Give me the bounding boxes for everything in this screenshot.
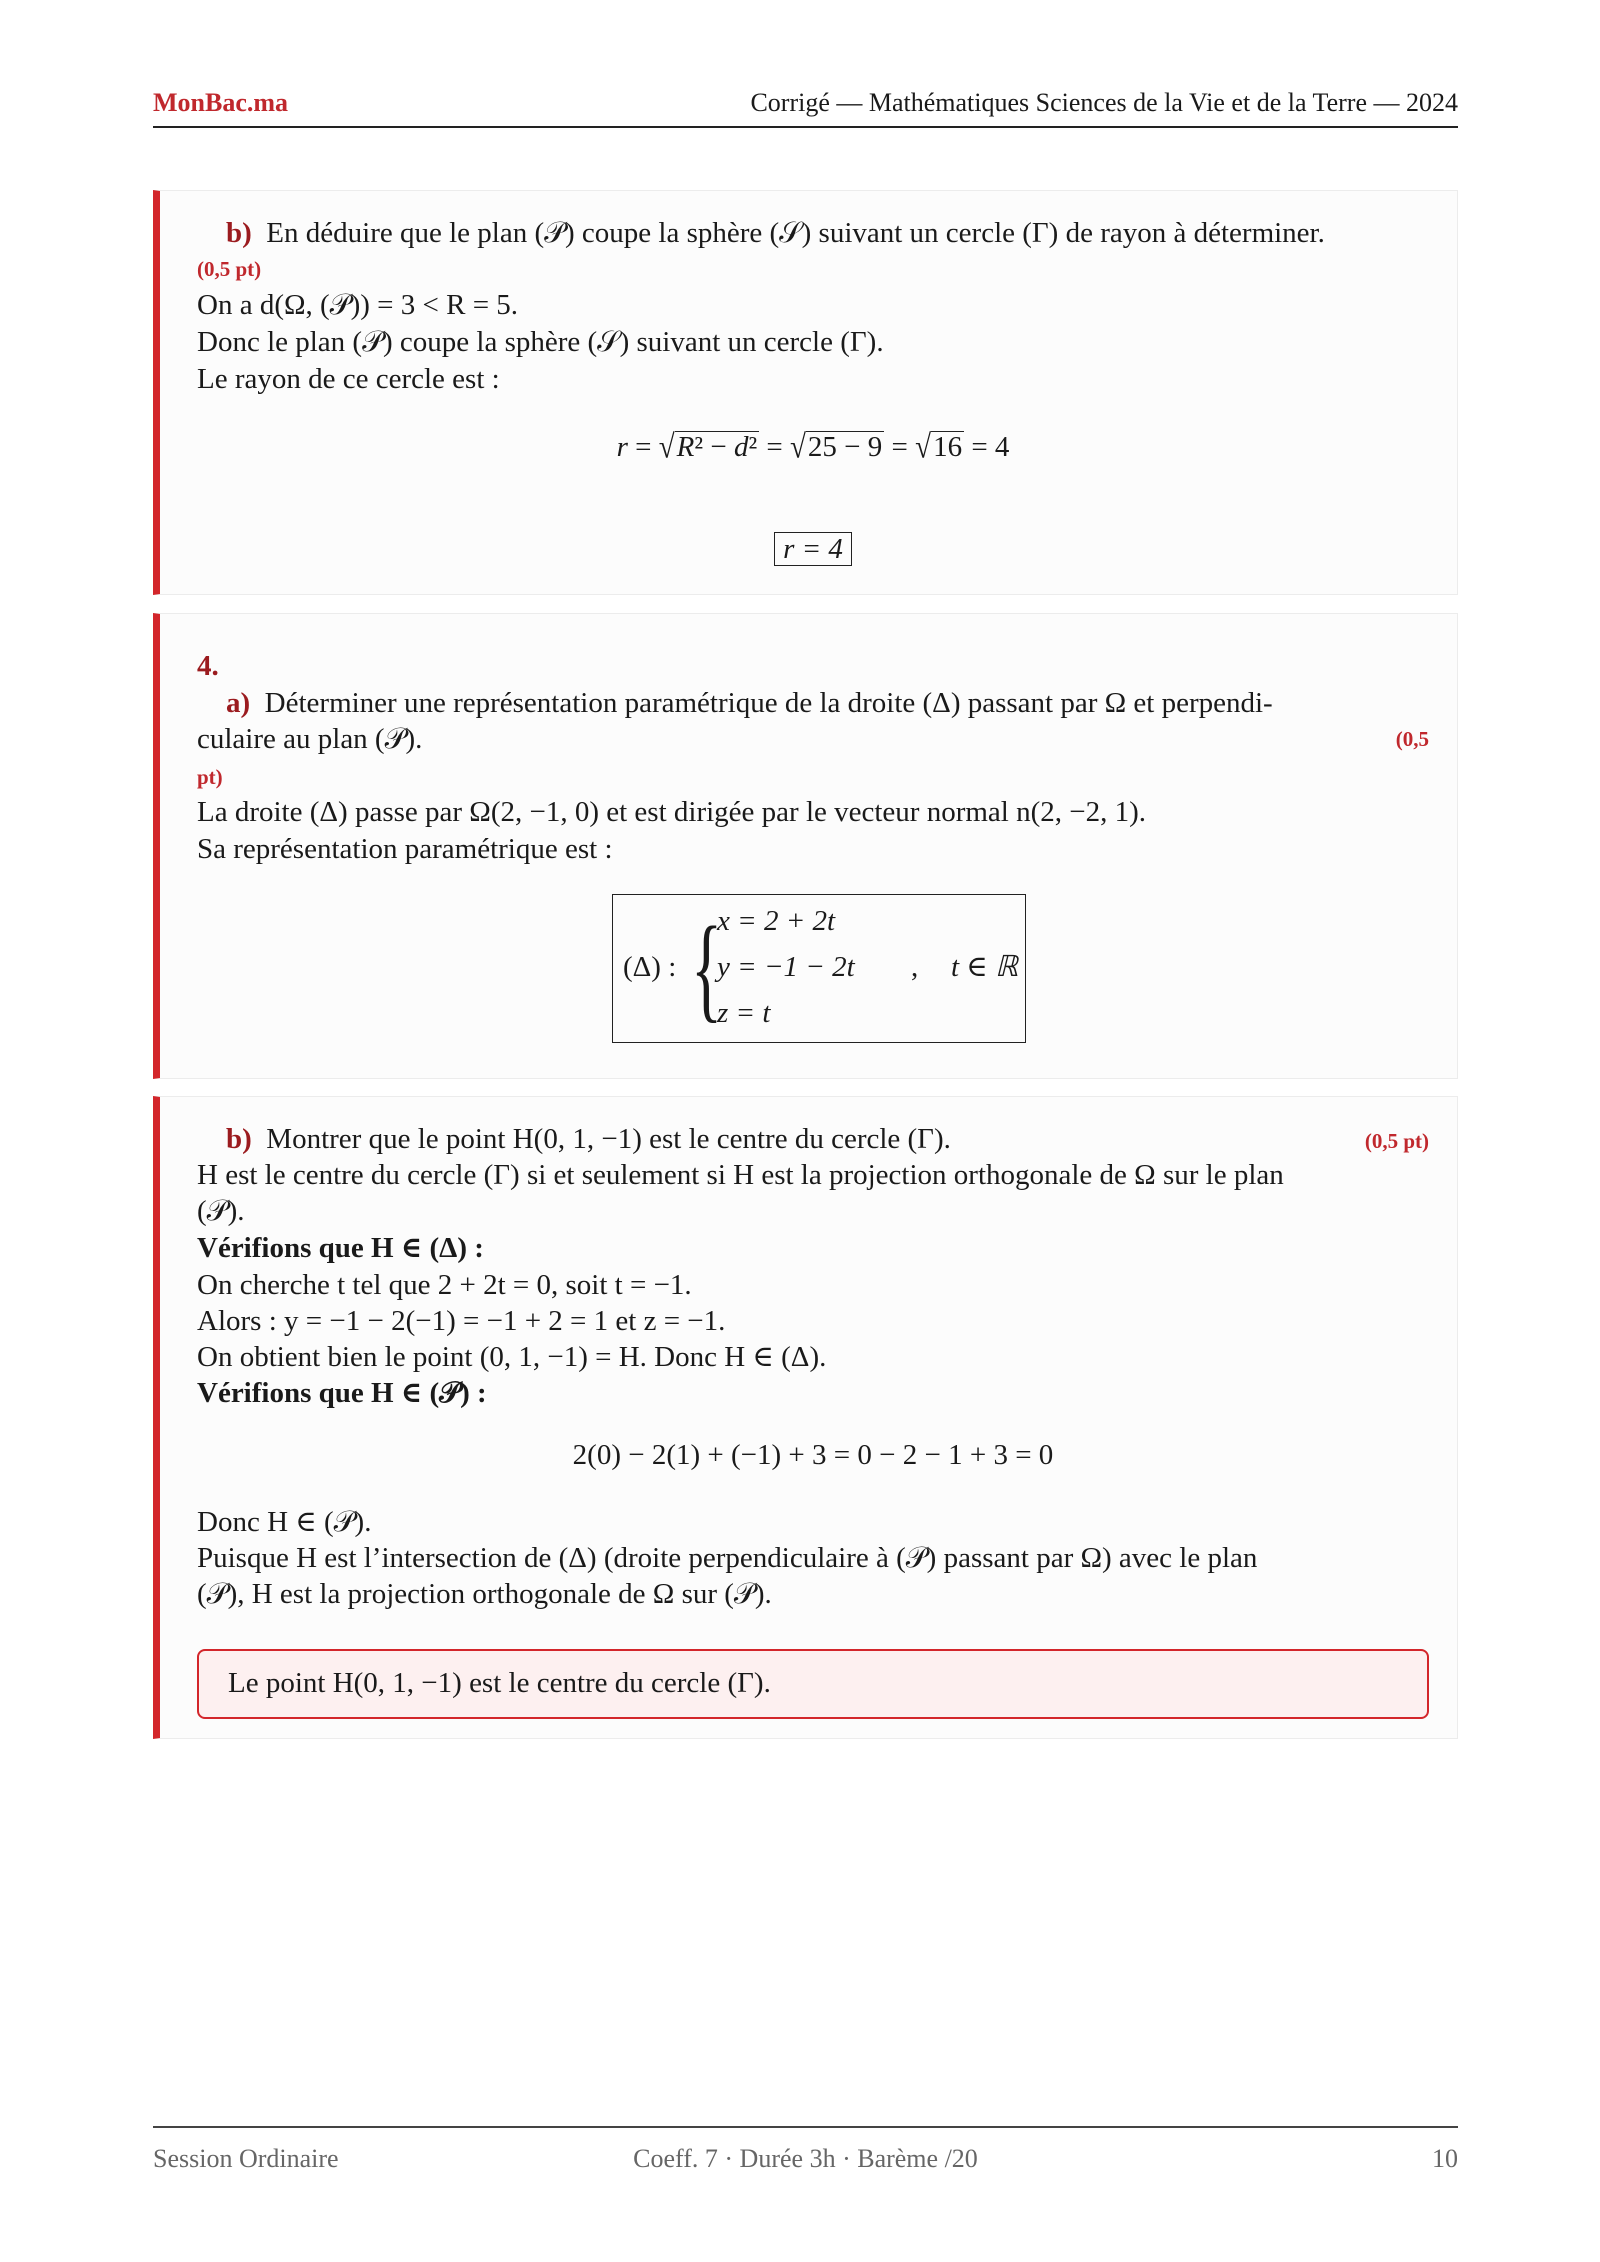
text-line: (𝒫), H est la projection orthogonale de Ω sur (𝒫). xyxy=(197,1578,772,1610)
answer-panel-4b xyxy=(153,1096,1458,1739)
conclusion-text: Le point H(0, 1, −1) est le centre du cercle (Γ). xyxy=(228,1667,771,1699)
answer-panel-4a xyxy=(153,613,1458,1079)
question-label: b) xyxy=(226,1123,252,1155)
question-label: a) xyxy=(226,687,251,719)
header-title: Corrigé — Mathématiques Sciences de la Vie et de la Terre — 2024 xyxy=(750,88,1458,117)
question-text: Déterminer une représentation paramétrique de la droite (Δ) passant par Ω et perpendi- xyxy=(264,687,1273,719)
text-line: On obtient bien le point (0, 1, −1) = H. Donc H ∈ (Δ). xyxy=(197,1341,827,1373)
curly-brace: { xyxy=(691,902,723,1033)
equation-y: y = −1 − 2t xyxy=(717,951,855,983)
text-line: Donc le plan (𝒫) coupe la sphère (𝒮) suivant un cercle (Γ). xyxy=(197,326,884,358)
verification-equation: 2(0) − 2(1) + (−1) + 3 = 0 − 2 − 1 + 3 = 0 xyxy=(572,1439,1054,1471)
system-lhs: (Δ) : xyxy=(623,951,677,983)
points-badge: (0,5 xyxy=(1395,727,1429,751)
conclusion-box xyxy=(197,1649,1429,1719)
question-text: Montrer que le point H(0, 1, −1) est le centre du cercle (Γ). xyxy=(266,1123,951,1155)
footer-info: Coeff. 7 · Durée 3h · Barème /20 xyxy=(633,2144,978,2173)
question-line xyxy=(197,685,1429,722)
points-badge: (0,5 pt) xyxy=(197,257,262,281)
section-number: 4. xyxy=(197,650,219,682)
subheading: Vérifions que H ∈ (Δ) : xyxy=(197,1232,484,1264)
text-line: On a d(Ω, (𝒫)) = 3 < R = 5. xyxy=(197,289,519,321)
page-number: 10 xyxy=(1432,2144,1458,2173)
comma: , xyxy=(911,951,919,983)
question-line-2: culaire au plan (𝒫). (0,5 xyxy=(197,721,1429,758)
text-line: Puisque H est l’intersection de (Δ) (droite perpendiculaire à (𝒫) passant par Ω) avec le plan xyxy=(197,1542,1258,1574)
boxed-result: r = 4 xyxy=(197,531,1429,568)
text-line: Le rayon de ce cercle est : xyxy=(197,363,500,395)
text-line: (𝒫). xyxy=(197,1195,245,1227)
question-text: En déduire que le plan (𝒫) coupe la sphère (𝒮) suivant un cercle (Γ) de rayon à déterminer. xyxy=(266,217,1325,249)
text-line: Alors : y = −1 − 2(−1) = −1 + 2 = 1 et z = −1. xyxy=(197,1305,726,1337)
text-line: Donc H ∈ (𝒫). xyxy=(197,1506,372,1538)
text-line: La droite (Δ) passe par Ω(2, −1, 0) et est dirigée par le vecteur normal n(2, −2, 1). xyxy=(197,796,1147,828)
question-label: b) xyxy=(226,217,252,249)
text-line: H est le centre du cercle (Γ) si et seulement si H est la projection orthogonale de Ω sur le plan xyxy=(197,1159,1284,1191)
text-line: On cherche t tel que 2 + 2t = 0, soit t = −1. xyxy=(197,1269,692,1301)
points-badge-wrap: pt) xyxy=(197,765,223,789)
radius-formula: r = √R² − d² = √25 − 9 = √16 = 4 xyxy=(616,428,1010,466)
subheading: Vérifions que H ∈ (𝒫) : xyxy=(197,1377,487,1409)
page-header xyxy=(153,88,1458,128)
equation-x: x = 2 + 2t xyxy=(717,905,836,937)
footer-session: Session Ordinaire xyxy=(153,2144,339,2173)
text-line: Sa représentation paramétrique est : xyxy=(197,833,613,865)
brand-logo-text: MonBac.ma xyxy=(153,88,289,117)
points-badge: (0,5 pt) xyxy=(1364,1129,1429,1153)
page-footer xyxy=(153,2126,1458,2178)
question-line xyxy=(197,215,1429,252)
question-line xyxy=(197,1121,1429,1158)
answer-panel-3b xyxy=(153,190,1458,595)
equation-z: z = t xyxy=(717,997,771,1029)
parametric-system-box xyxy=(612,894,1026,1043)
parameter-domain: t ∈ ℝ xyxy=(951,951,1018,983)
